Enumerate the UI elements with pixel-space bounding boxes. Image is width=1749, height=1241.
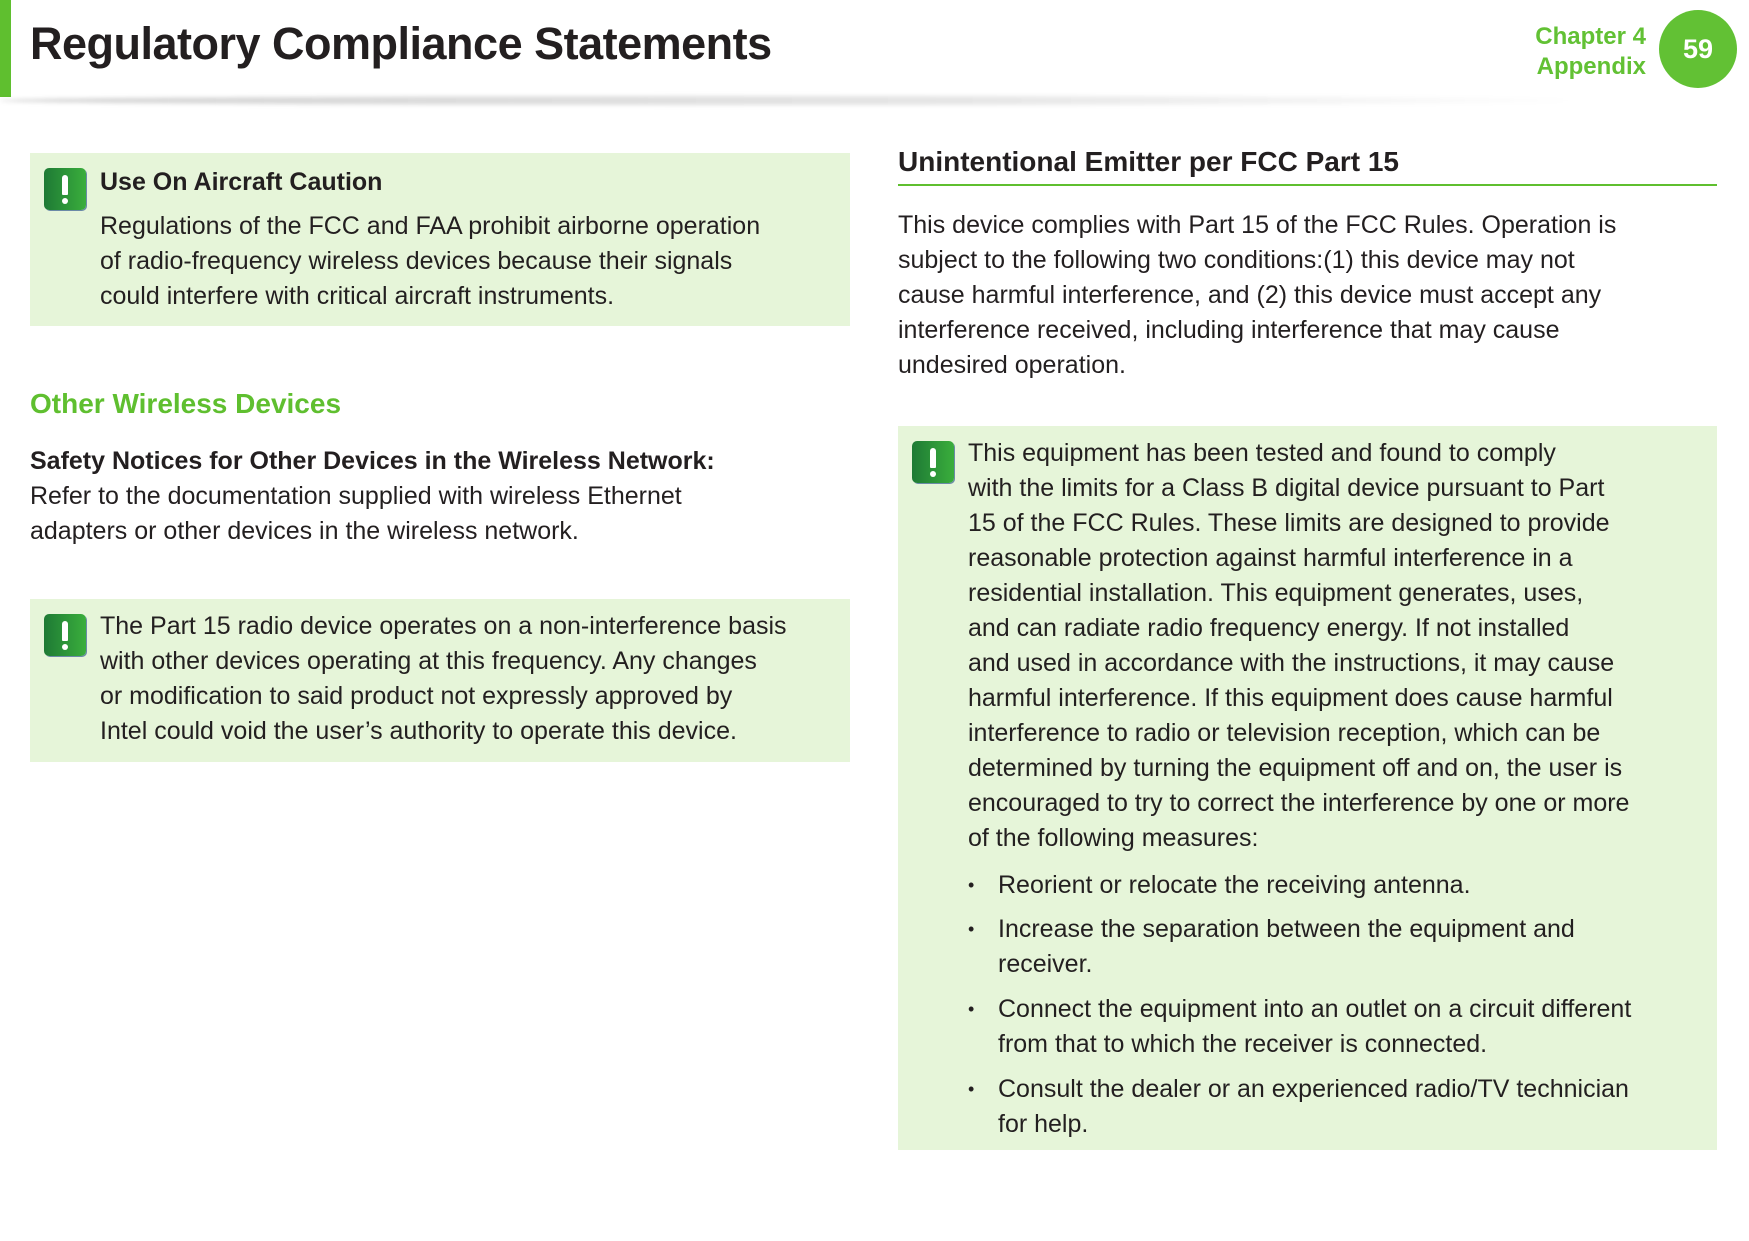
aircraft-caution-heading: Use On Aircraft Caution bbox=[100, 168, 383, 196]
class-b-text bbox=[968, 436, 1629, 856]
text-line: receiver. bbox=[998, 950, 1093, 978]
fcc-heading: Unintentional Emitter per FCC Part 15 bbox=[898, 146, 1717, 186]
header-divider bbox=[0, 96, 1600, 105]
other-devices-body bbox=[30, 444, 715, 549]
text-line: from that to which the receiver is connected. bbox=[998, 1030, 1488, 1058]
part15-note-text bbox=[100, 609, 787, 749]
list-item-text bbox=[998, 1072, 1629, 1142]
text-line: with the limits for a Class B digital device pursuant to Part bbox=[968, 474, 1605, 502]
bullet-icon: • bbox=[968, 999, 975, 1019]
text-line: harmful interference. If this equipment does cause harmful bbox=[968, 684, 1613, 712]
text-line: Connect the equipment into an outlet on a circuit different bbox=[998, 995, 1632, 1023]
text-line: determined by turning the equipment off and on, the user is bbox=[968, 754, 1623, 782]
caution-icon bbox=[44, 168, 86, 210]
text-line: interference to radio or television reception, which can be bbox=[968, 719, 1601, 747]
text-line: Reorient or relocate the receiving antenna. bbox=[998, 871, 1471, 899]
aircraft-caution-box bbox=[30, 153, 850, 326]
text-line: and can radiate radio frequency energy. If not installed bbox=[968, 614, 1570, 642]
text-line: The Part 15 radio device operates on a non-interference basis bbox=[100, 612, 787, 640]
chapter-number: Chapter 4 bbox=[1535, 23, 1646, 50]
text-line: Intel could void the user’s authority to operate this device. bbox=[100, 717, 737, 745]
aircraft-caution-text bbox=[100, 209, 760, 314]
text-line: of the following measures: bbox=[968, 824, 1259, 852]
list-item-text bbox=[998, 912, 1575, 982]
safety-notice-title: Safety Notices for Other Devices in the Wireless Network: bbox=[30, 447, 715, 475]
fcc-text bbox=[898, 208, 1616, 383]
text-line: residential installation. This equipment generates, uses, bbox=[968, 579, 1584, 607]
bullet-icon: • bbox=[968, 1079, 975, 1099]
text-line: with other devices operating at this frequency. Any changes bbox=[100, 647, 757, 675]
text-line: and used in accordance with the instructions, it may cause bbox=[968, 649, 1615, 677]
list-item-text bbox=[998, 868, 1471, 903]
text-line: 15 of the FCC Rules. These limits are designed to provide bbox=[968, 509, 1610, 537]
page-number-badge: 59 bbox=[1659, 10, 1737, 88]
other-devices-heading: Other Wireless Devices bbox=[30, 388, 342, 419]
text-line: Consult the dealer or an experienced radio/TV technician bbox=[998, 1075, 1629, 1103]
text-line: encouraged to try to correct the interference by one or more bbox=[968, 789, 1630, 817]
text-line: This device complies with Part 15 of the FCC Rules. Operation is bbox=[898, 211, 1617, 239]
text-line: This equipment has been tested and found to comply bbox=[968, 439, 1556, 467]
text-line: reasonable protection against harmful interference in a bbox=[968, 544, 1573, 572]
text-line: for help. bbox=[998, 1110, 1089, 1138]
list-item-text bbox=[998, 992, 1631, 1062]
text-line: Regulations of the FCC and FAA prohibit airborne operation bbox=[100, 212, 761, 240]
caution-icon bbox=[912, 441, 954, 483]
bullet-icon: • bbox=[968, 875, 975, 895]
text-line: could interfere with critical aircraft instruments. bbox=[100, 282, 615, 310]
text-line: Increase the separation between the equipment and bbox=[998, 915, 1575, 943]
header-accent-bar bbox=[0, 0, 11, 97]
part15-note-box bbox=[30, 599, 850, 762]
chapter-label bbox=[1535, 22, 1646, 82]
text-line: or modification to said product not expressly approved by bbox=[100, 682, 733, 710]
safety-notice-text bbox=[30, 479, 715, 549]
text-line: Refer to the documentation supplied with wireless Ethernet bbox=[30, 482, 682, 510]
caution-icon bbox=[44, 614, 86, 656]
text-line: adapters or other devices in the wireless network. bbox=[30, 517, 579, 545]
text-line: undesired operation. bbox=[898, 351, 1126, 379]
page-title: Regulatory Compliance Statements bbox=[30, 18, 772, 69]
chapter-section: Appendix bbox=[1536, 53, 1646, 80]
text-line: interference received, including interference that may cause bbox=[898, 316, 1560, 344]
text-line: subject to the following two conditions:(1) this device may not bbox=[898, 246, 1575, 274]
bullet-icon: • bbox=[968, 919, 975, 939]
text-line: cause harmful interference, and (2) this device must accept any bbox=[898, 281, 1602, 309]
text-line: of radio-frequency wireless devices because their signals bbox=[100, 247, 733, 275]
